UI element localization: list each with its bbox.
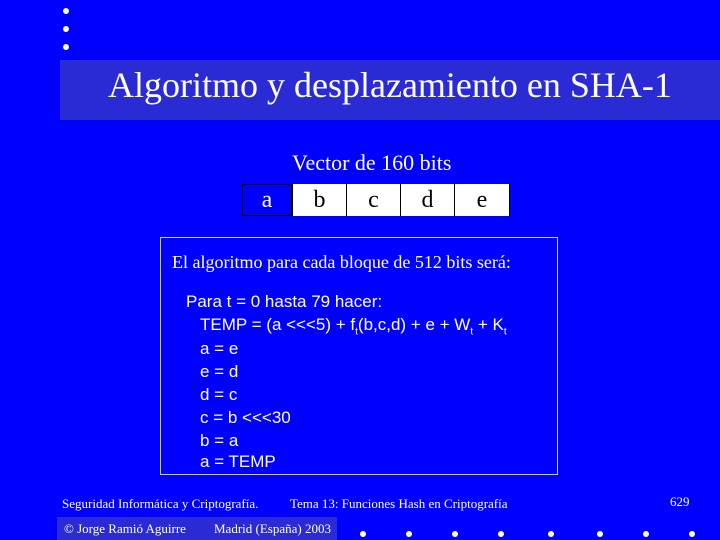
- code-b-eq-a: b = a: [200, 431, 239, 450]
- code-d-eq-c: d = c: [200, 385, 238, 404]
- code-loop: Para t = 0 hasta 79 hacer:: [186, 292, 383, 311]
- decor-dot: [406, 531, 412, 537]
- code-temp-sub: t: [355, 326, 358, 338]
- code-c-eq-b: c = b <<<30: [200, 408, 291, 427]
- decor-dot: [63, 8, 69, 14]
- vector-cell-d: d: [400, 184, 454, 216]
- algorithm-heading: El algoritmo para cada bloque de 512 bits será:: [172, 252, 511, 272]
- decor-dot: [452, 531, 458, 537]
- code-temp-mid2: + K: [473, 315, 504, 334]
- code-e-eq-d: e = d: [200, 362, 239, 381]
- decor-dot: [360, 531, 366, 537]
- footer-edition: Madrid (España) 2003: [214, 521, 331, 536]
- vector-label: Vector de 160 bits: [292, 150, 452, 175]
- vector-cell-b: b: [292, 184, 346, 216]
- decor-dot: [63, 26, 69, 32]
- code-temp-sub: t: [470, 326, 474, 338]
- decor-dot: [498, 531, 504, 537]
- footer-page-number: 629: [670, 494, 690, 509]
- code-temp: [200, 315, 507, 337]
- code-temp-sub: t: [503, 326, 507, 338]
- footer-author: © Jorge Ramió Aguirre: [64, 521, 186, 536]
- vector-cell-a: a: [242, 184, 292, 216]
- decor-dot: [643, 531, 649, 537]
- decor-dot: [63, 44, 69, 50]
- slide-title: Algoritmo y desplazamiento en SHA-1: [108, 65, 672, 105]
- vector-cell-e: e: [454, 184, 510, 216]
- decor-dot: [597, 531, 603, 537]
- footer-course: Seguridad Informática y Criptografía.: [62, 496, 259, 511]
- footer-topic: Tema 13: Funciones Hash en Criptografía: [290, 496, 508, 511]
- code-temp-mid: (b,c,d) + e + W: [357, 315, 471, 334]
- code-temp-prefix: TEMP = (a <<<5) + f: [200, 315, 356, 334]
- decor-dot: [548, 531, 554, 537]
- code-a-eq-temp: a = TEMP: [200, 452, 276, 471]
- code-a-eq-e: a = e: [200, 339, 239, 358]
- decor-dot: [689, 531, 695, 537]
- vector-cell-c: c: [346, 184, 400, 216]
